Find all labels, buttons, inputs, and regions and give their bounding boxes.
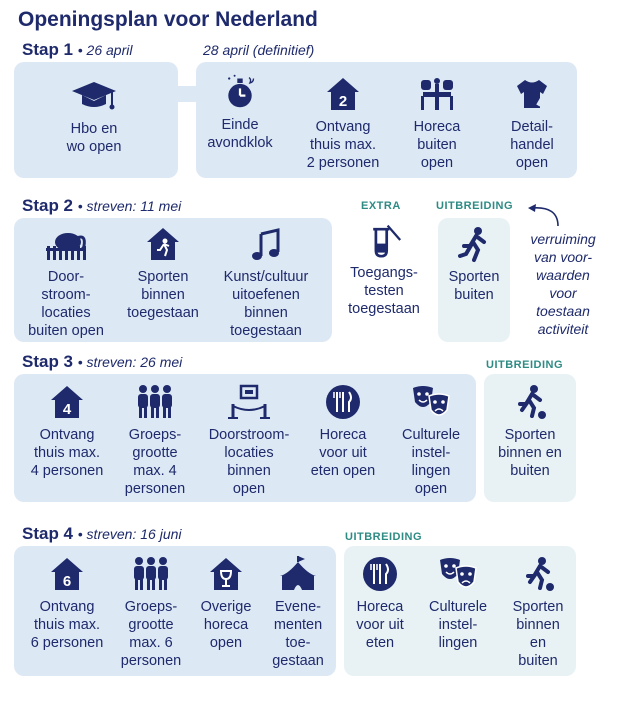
stap1-item-horeca-label: Horeca buiten open	[413, 119, 461, 171]
stap3-item-groeps-label: Groeps- grootte max. 4 personen	[124, 427, 186, 497]
stap4-heading	[22, 524, 182, 544]
stap3-item-horeca-label: Horeca voor uit eten open	[310, 427, 376, 479]
plate-cutlery-icon	[325, 384, 361, 420]
zoo-elephant-icon	[44, 226, 88, 262]
stap2-item-toegangstesten-label: Toegangs- testen toegestaan	[348, 265, 420, 317]
stap1-item-hbo	[44, 78, 144, 156]
stap1-item-avondklok-label: Einde avondklok	[207, 117, 273, 151]
stap4-label: Stap 4	[22, 524, 74, 543]
stap1-heading	[22, 40, 132, 60]
stap3-item-sporten	[480, 384, 580, 480]
stap2-item-sporten-buiten	[424, 226, 524, 304]
stap3-tag-uitbreiding: UITBREIDING	[486, 359, 563, 371]
stap2-item-doorstroom	[16, 226, 116, 340]
stap1-item-ontvang	[293, 76, 393, 172]
stap4-item-overige-horeca-label: Overige horeca open	[200, 599, 252, 651]
stap2-label: Stap 2	[22, 196, 74, 215]
stap2-date: • streven: 11 mei	[77, 198, 182, 214]
stap2-item-kunst	[216, 226, 316, 340]
house-glass-icon	[208, 556, 244, 592]
stap4-item-horeca-label: Horeca voor uit eten	[356, 599, 404, 651]
group-icon	[131, 556, 171, 592]
stap2-item-sporten-binnen-label: Sporten binnen toegestaan	[127, 269, 199, 321]
theatre-masks-icon	[411, 384, 451, 420]
runner-icon	[456, 226, 492, 262]
test-tube-icon	[364, 222, 404, 258]
stap1-date: • 26 april	[77, 42, 133, 58]
stap2-item-sporten-buiten-label: Sporten buiten	[448, 269, 500, 303]
stap1-item-hbo-label: Hbo en wo open	[66, 121, 122, 155]
svg-text:6: 6	[62, 573, 72, 590]
theatre-masks-icon	[438, 556, 478, 592]
stap4-item-groeps-label: Groeps- grootte max. 6 personen	[120, 599, 182, 669]
stap4-date: • streven: 16 juni	[77, 526, 182, 542]
plate-cutlery-icon	[362, 556, 398, 592]
stap3-item-doorstroom-label: Doorstroom- locaties binnen open	[208, 427, 290, 497]
shirt-icon	[513, 76, 551, 112]
stap2-tag-extra: EXTRA	[361, 200, 401, 212]
stap3-label: Stap 3	[22, 352, 74, 371]
group-icon	[135, 384, 175, 420]
stap3-item-doorstroom	[199, 384, 299, 498]
circus-tent-icon	[278, 556, 318, 592]
stap1-item-detailhandel	[482, 76, 582, 172]
stap3-item-culturele-label: Culturele instel- lingen open	[401, 427, 461, 497]
stap3-item-culturele	[381, 384, 481, 498]
stap3-item-groeps	[105, 384, 205, 498]
stap2-item-sporten-binnen	[113, 226, 213, 322]
stap4-item-evenementen-label: Evene- menten toe- gestaan	[272, 599, 324, 669]
stap2-heading	[22, 196, 181, 216]
stap3-item-sporten-label: Sporten binnen en buiten	[498, 427, 562, 479]
house-6-icon	[49, 556, 85, 592]
stap4-item-sporten	[488, 556, 588, 670]
music-note-icon	[248, 226, 284, 262]
stap1-date-definitief: 28 april (definitief)	[203, 42, 315, 58]
stap4-tag-uitbreiding: UITBREIDING	[345, 531, 422, 543]
stap4-item-ontvang-label: Ontvang thuis max. 6 personen	[30, 599, 104, 651]
stap3-item-ontvang-label: Ontvang thuis max. 4 personen	[30, 427, 104, 479]
stap3-heading	[22, 352, 182, 372]
house-2-icon	[325, 76, 361, 112]
runner-ball-icon	[512, 384, 548, 420]
stap2-item-kunst-label: Kunst/cultuur uitoefenen binnen toegestaan	[223, 269, 309, 339]
stap4-item-sporten-label: Sporten binnen en buiten	[512, 599, 564, 669]
stap1-item-ontvang-label: Ontvang thuis max. 2 personen	[306, 119, 380, 171]
curved-arrow-icon	[524, 200, 564, 228]
svg-text:2: 2	[338, 93, 348, 110]
stap3-date: • streven: 26 mei	[77, 354, 183, 370]
svg-text:4: 4	[62, 401, 72, 418]
stap1-item-detailhandel-label: Detail- handel open	[510, 119, 554, 171]
runner-ball-icon	[520, 556, 556, 592]
stopwatch-icon	[220, 74, 260, 110]
stap2-item-doorstroom-label: Door- stroom- locaties buiten open	[28, 269, 104, 339]
terrace-icon	[417, 76, 457, 112]
stap3-item-ontvang	[17, 384, 117, 480]
stap1-item-avondklok	[190, 74, 290, 152]
stap2-tag-uitbreiding: UITBREIDING	[436, 200, 513, 212]
house-4-icon	[49, 384, 85, 420]
stap1-label: Stap 1	[22, 40, 74, 59]
sport-indoor-icon	[145, 226, 181, 262]
museum-stanchion-icon	[227, 384, 271, 420]
stap2-item-toegangstesten	[334, 222, 434, 318]
page-title: Openingsplan voor Nederland	[18, 8, 318, 31]
graduation-cap-icon	[72, 78, 116, 114]
stap1-item-horeca	[387, 76, 487, 172]
stap4-item-culturele-label: Culturele instel- lingen	[428, 599, 488, 651]
stap3-item-horeca	[293, 384, 393, 480]
stap2-note: verruiming van voor- waarden voor toestaan activiteit	[530, 231, 596, 337]
